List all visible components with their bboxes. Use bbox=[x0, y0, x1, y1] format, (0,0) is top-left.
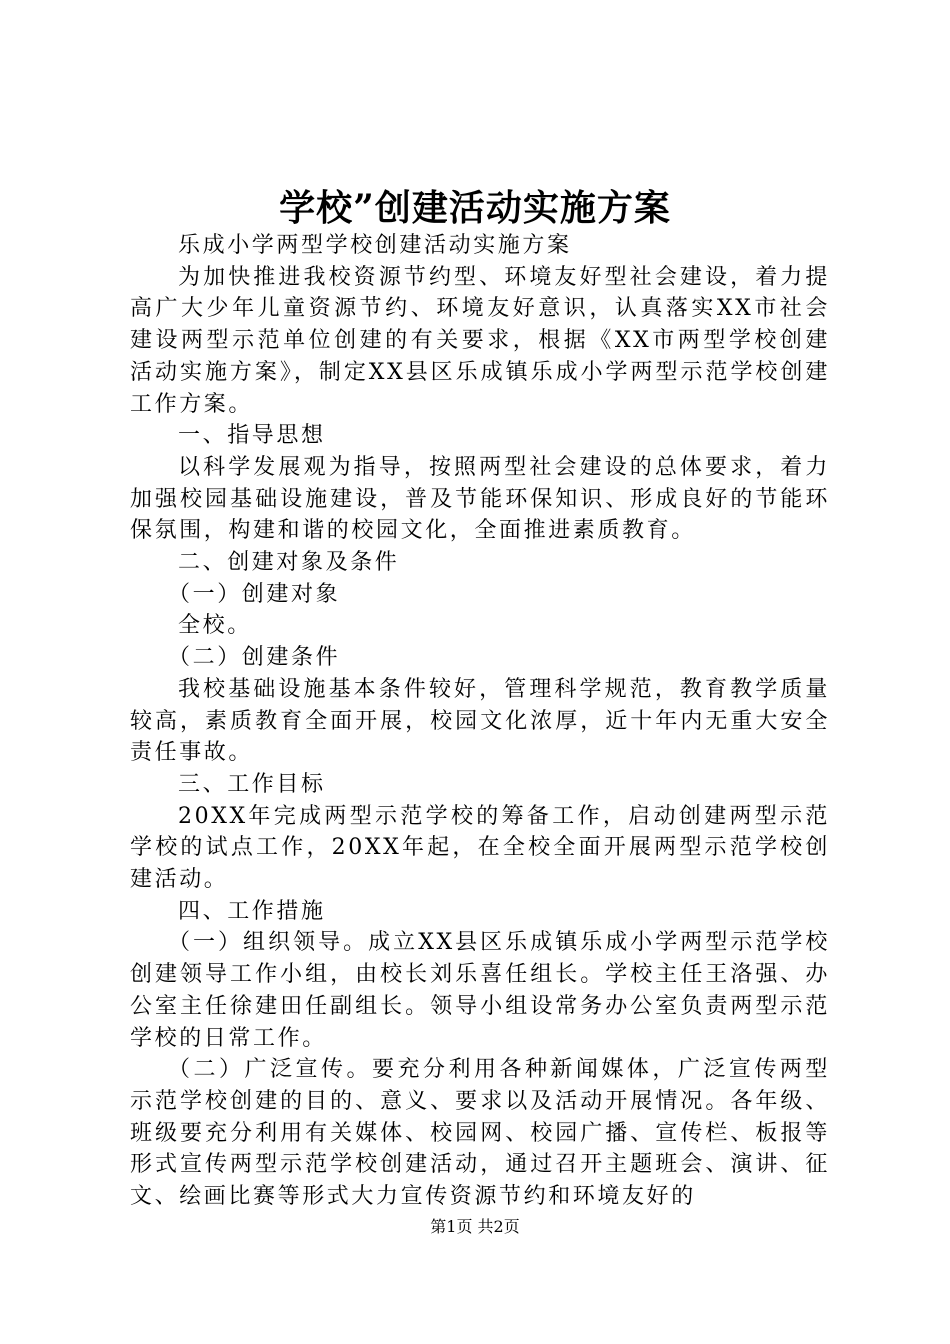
section-heading-2: 二、创建对象及条件 bbox=[178, 550, 400, 576]
section-heading-4: 四、工作措施 bbox=[178, 898, 326, 924]
subsection-heading-2-2: （二）创建条件 bbox=[168, 645, 341, 671]
document-title: 学校”创建活动实施方案 bbox=[279, 187, 671, 229]
measure-1-paragraph: （一）组织领导。成立XX县区乐成镇乐成小学两型示范学校创建领导工作小组，由校长刘乐喜任组长。学校主任王洛强、办公室主任徐建田任副组长。领导小组设常务办公室负责两型示范学校的日常工作。 bbox=[130, 930, 830, 1051]
section-heading-1: 一、指导思想 bbox=[178, 423, 326, 449]
subsection-heading-2-1: （一）创建对象 bbox=[168, 581, 341, 607]
section-1-paragraph: 以科学发展观为指导，按照两型社会建设的总体要求，着力加强校园基础设施建设，普及节能环保知识、形成良好的节能环保氛围，构建和谐的校园文化，全面推进素质教育。 bbox=[130, 454, 830, 544]
measure-2-paragraph: （二）广泛宣传。要充分利用各种新闻媒体，广泛宣传两型示范学校创建的目的、意义、要求以及活动开展情况。各年级、班级要充分利用有关媒体、校园网、校园广播、宣传栏、板报等形式宣传两型示范学校创建活动，通过召开主题班会、演讲、征文、绘画比赛等形式大力宣传资源节约和环境友好的 bbox=[130, 1057, 830, 1210]
intro-paragraph: 为加快推进我校资源节约型、环境友好型社会建设，着力提高广大少年儿童资源节约、环境友好意识，认真落实XX市社会建设两型示范单位创建的有关要求，根据《XX市两型学校创建活动实施方案》，制定XX县区乐成镇乐成小学两型示范学校创建工作方案。 bbox=[130, 264, 830, 417]
subtitle-paragraph: 乐成小学两型学校创建活动实施方案 bbox=[178, 233, 572, 258]
section-3-paragraph: 20XX年完成两型示范学校的筹备工作，启动创建两型示范学校的试点工作，20XX年起，在全校全面开展两型示范学校创建活动。 bbox=[130, 803, 830, 893]
subsection-2-1-paragraph: 全校。 bbox=[178, 613, 252, 639]
section-heading-3: 三、工作目标 bbox=[178, 771, 326, 797]
subsection-2-2-paragraph: 我校基础设施基本条件较好，管理科学规范，教育教学质量较高，素质教育全面开展，校园文化浓厚，近十年内无重大安全责任事故。 bbox=[130, 676, 830, 766]
page-footer: 第1页 共2页 bbox=[430, 1217, 520, 1236]
document-body bbox=[130, 230, 830, 1213]
